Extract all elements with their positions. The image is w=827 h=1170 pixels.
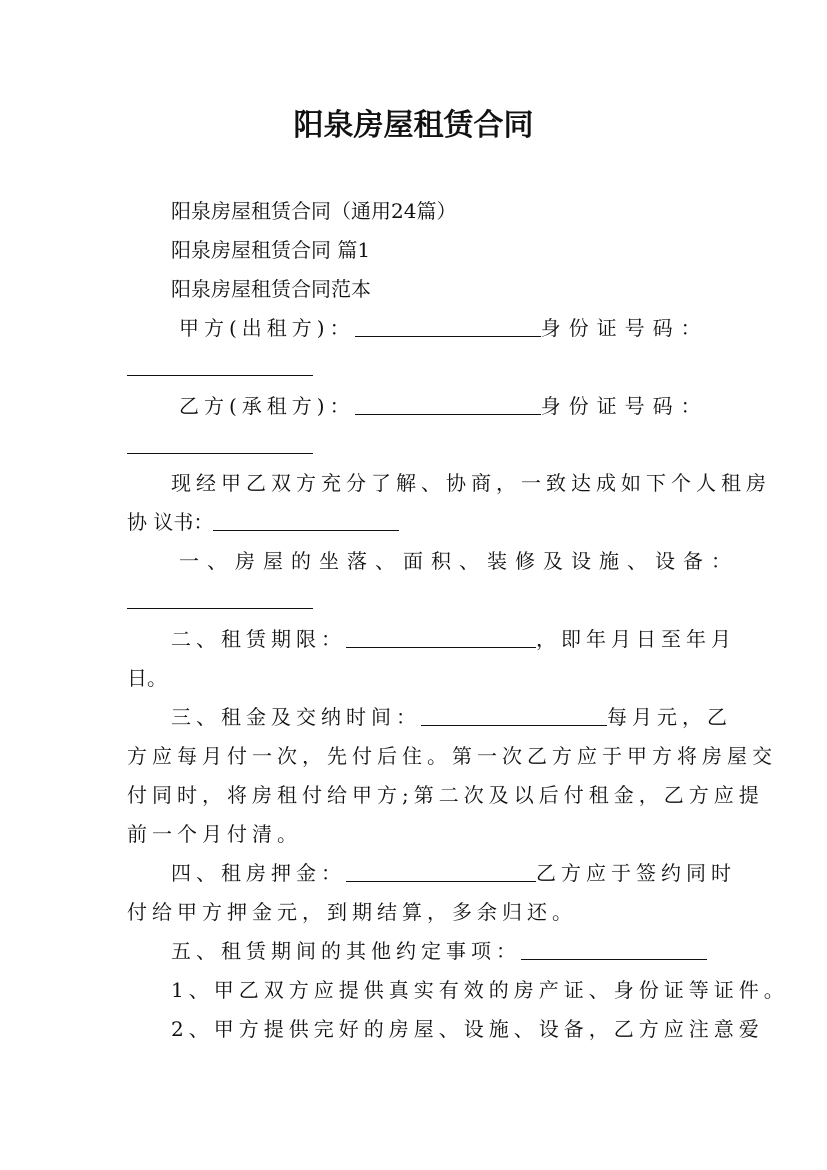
- section-heading: 阳泉房屋租赁合同 篇1: [171, 238, 371, 262]
- clause-3-blank: [421, 707, 607, 726]
- clause-2-blank: [346, 629, 536, 648]
- party-a-label: 甲方(出租方)：: [179, 316, 355, 340]
- party-b-id-blank: [127, 435, 313, 454]
- clause-1-blank: [127, 590, 313, 609]
- clause-5: [127, 938, 751, 964]
- party-a-id-line: [127, 354, 707, 380]
- party-b-id-label: 身份证号码：: [540, 394, 709, 418]
- item-1: 1、甲乙双方应提供真实有效的房产证、身份证等证件。: [171, 978, 789, 1002]
- party-b-id-line: [127, 432, 707, 458]
- intro-line-1: 现经甲乙双方充分了解、协商，一致达成如下个人租房: [171, 471, 771, 495]
- party-a-line: [127, 315, 759, 341]
- clause-4: [127, 860, 751, 886]
- party-a-id-label: 身份证号码：: [540, 316, 709, 340]
- clause-4-prefix: 四、租房押金：: [171, 861, 346, 885]
- clause-1: 一、房屋的坐落、面积、装修及设施、设备：: [179, 549, 739, 573]
- party-a-name-blank: [355, 318, 541, 337]
- clause-3: [127, 704, 751, 730]
- party-b-line: [127, 393, 759, 419]
- clause-3-line-4: 前一个月付清。: [127, 822, 302, 846]
- clause-3-suffix: 每月元，乙: [607, 705, 732, 729]
- item-2: 2、甲方提供完好的房屋、设施、设备，乙方应注意爱: [171, 1017, 764, 1041]
- clause-3-line-3: 付同时，将房租付给甲方;第二次及以后付租金，乙方应提: [127, 783, 764, 807]
- clause-3-line-2: 方应每月付一次，先付后住。第一次乙方应于甲方将房屋交: [127, 744, 777, 768]
- party-b-label: 乙方(承租方)：: [179, 394, 355, 418]
- intro-agreement-label: 协 议书：: [127, 510, 214, 534]
- intro-blank: [213, 512, 399, 531]
- clause-2-suffix: ，即年月日至年月: [536, 627, 736, 651]
- party-b-name-blank: [355, 396, 541, 415]
- clause-2-line-2: 日。: [127, 666, 167, 690]
- subtitle: 阳泉房屋租赁合同（通用24篇）: [171, 199, 457, 223]
- intro-line-2: [127, 509, 707, 535]
- clause-2-prefix: 二、租赁期限：: [171, 627, 346, 651]
- clause-2: [127, 626, 751, 652]
- party-a-id-blank: [127, 357, 313, 376]
- document-title: 阳泉房屋租赁合同: [293, 108, 534, 143]
- clause-5-blank: [521, 941, 707, 960]
- template-name: 阳泉房屋租赁合同范本: [171, 277, 371, 301]
- clause-4-suffix: 乙方应于签约同时: [536, 861, 736, 885]
- clause-5-prefix: 五、租赁期间的其他约定事项：: [171, 939, 521, 963]
- clause-4-blank: [346, 863, 536, 882]
- clause-1-line-2: [127, 587, 707, 613]
- clause-3-prefix: 三、租金及交纳时间：: [171, 705, 421, 729]
- clause-4-line-2: 付给甲方押金元，到期结算，多余归还。: [127, 900, 577, 924]
